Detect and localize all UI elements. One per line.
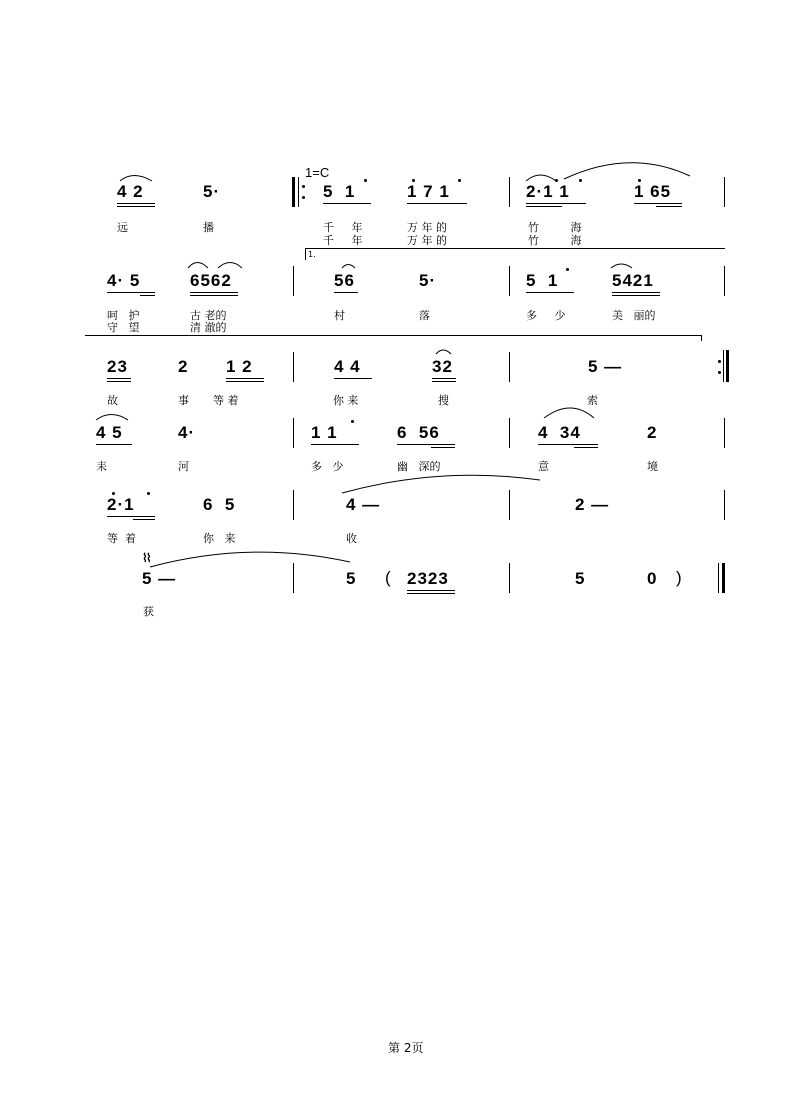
paren-open: ( <box>385 568 392 587</box>
note-group: 2323 <box>407 569 449 588</box>
mordent-icon: ⌇⌇ <box>142 551 150 565</box>
lyric: 幽 深的 <box>397 460 441 473</box>
slur <box>342 475 540 493</box>
note-group: 2 <box>178 357 189 376</box>
lyric: 多 少 <box>311 460 344 473</box>
slur <box>188 263 208 269</box>
note-group: 6 56 <box>397 423 440 442</box>
lyric: 古 老的 <box>190 309 227 322</box>
note-group: 4 5 <box>96 423 123 442</box>
slur <box>611 264 632 268</box>
lyric: 远 <box>117 221 128 234</box>
lyric: 多 少 <box>526 309 566 322</box>
note-group: 2·1 <box>107 495 135 514</box>
note-group: 5 1 <box>323 182 356 201</box>
note-group: 5 — <box>588 357 623 376</box>
lyric: 落 <box>419 309 430 322</box>
note-group: 6562 <box>190 271 232 290</box>
slur <box>120 176 152 182</box>
lyric: 竹 海 <box>528 221 582 234</box>
note-group: 5· <box>419 271 437 290</box>
note-group: 5 1 <box>526 271 559 290</box>
lyric: 获 <box>143 605 154 618</box>
lyric: 搜 <box>438 394 449 407</box>
note-group: 4 — <box>346 495 381 514</box>
paren-close: ) <box>676 568 683 587</box>
slur <box>96 415 128 421</box>
lyric: 等 着 <box>107 532 136 545</box>
lyric: 耒 <box>96 460 107 473</box>
slur <box>436 350 451 354</box>
note-group: 6 5 <box>203 495 236 514</box>
lyric: 索 <box>587 394 598 407</box>
note-group: 5421 <box>612 271 654 290</box>
note-group: 4 4 <box>334 357 361 376</box>
key-signature: 1=C <box>305 165 330 180</box>
lyric: 呵 护 <box>107 309 140 322</box>
note-group: 4· <box>178 423 196 442</box>
note-group: 2 — <box>575 495 610 514</box>
note-group: 5 — <box>142 569 177 588</box>
lyric: 万 年 的 <box>407 221 447 234</box>
lyric: 收 <box>346 532 357 545</box>
slur <box>150 552 350 567</box>
slur <box>218 263 242 269</box>
lyric: 万 年 的 <box>407 234 447 247</box>
lyric: 村 <box>334 309 345 322</box>
volta-label: 1. <box>308 250 316 259</box>
note-group: 4 34 <box>538 423 581 442</box>
note-group: 2·1 1 <box>526 182 570 201</box>
note-group: 1 2 <box>226 357 253 376</box>
lyric: 千 年 <box>323 234 363 247</box>
lyric: 你 来 <box>203 532 236 545</box>
note-group: 56 <box>334 271 355 290</box>
lyric: 河 <box>178 460 189 473</box>
lyric: 等 着 <box>213 394 239 407</box>
note-group: 5· <box>203 182 221 201</box>
note-group: 5 <box>346 569 357 588</box>
slur <box>564 163 690 179</box>
note-group: 1 7 1 <box>407 182 450 201</box>
note-group: 4· 5 <box>107 271 141 290</box>
lyric: 境 <box>647 460 658 473</box>
lyric: 事 <box>178 394 189 407</box>
note-group: 32 <box>432 357 453 376</box>
note-group: 23 <box>107 357 128 376</box>
lyric: 播 <box>203 221 214 234</box>
note-group: 2 <box>647 423 658 442</box>
page-number: 第 2页 <box>388 1041 424 1055</box>
lyric: 美 丽的 <box>612 309 656 322</box>
slur <box>526 175 556 181</box>
note-group: 4 2 <box>117 182 144 201</box>
slur <box>544 408 594 418</box>
note-group: 5 <box>575 569 586 588</box>
lyric: 竹 海 <box>528 234 582 247</box>
lyric: 意 <box>538 460 549 473</box>
note-group: 1 65 <box>634 182 672 201</box>
lyric: 守 望 <box>107 321 140 334</box>
lyric: 故 <box>107 394 118 407</box>
note-group: 1 1 <box>311 423 338 442</box>
lyric: 你 来 <box>333 394 359 407</box>
lyric: 千 年 <box>323 221 363 234</box>
note-group: 0 <box>647 569 658 588</box>
slur <box>342 265 355 269</box>
lyric: 清 澈的 <box>190 321 227 334</box>
